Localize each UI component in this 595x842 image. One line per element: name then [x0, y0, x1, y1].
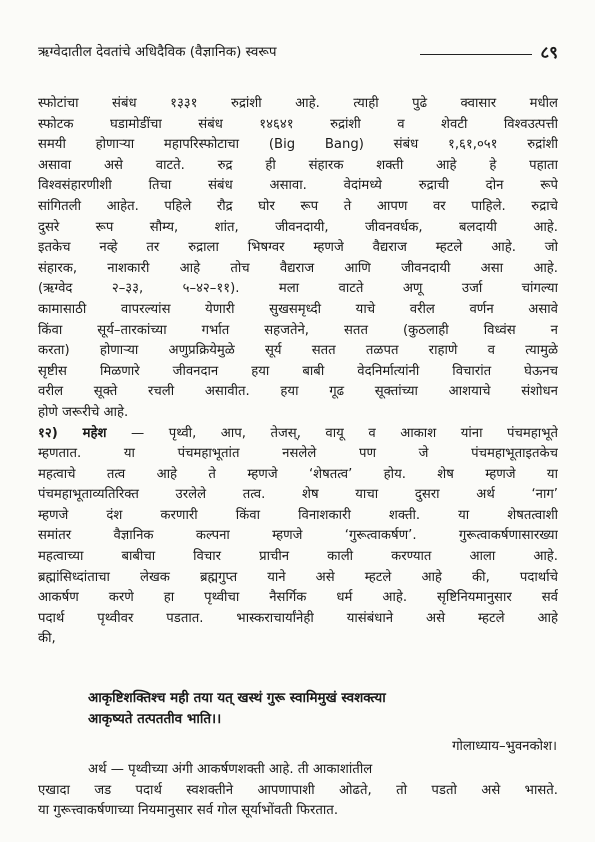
text-line: सृष्टीस मिळणारे जीवनदान हया बाबी वेदनिर्मात्यांनी विचारांत घेऊनच [38, 363, 558, 379]
verse-line: आकृष्यते तत्पततीव भाति।। [88, 710, 222, 727]
text-line: स्फोटांचा संबंध १३३१ रुद्रांशी आहे. त्याही पुढे क्वासार मधील [38, 96, 558, 111]
text-line: पंचमहाभूताव्यतिरिक्त उरलेले तत्व. शेष याचा दुसरा अर्थ ‘नाग’ [38, 487, 558, 503]
text-line: किंवा सूर्य–तारकांच्या गर्भात सहजतेने, सतत (कुठलाही विध्वंस न [38, 322, 558, 338]
text-line: वरील सूक्ते रचली असावीत. हया गूढ सूक्तांच्या आशयाचे संशोधन [38, 384, 558, 400]
text-line: संहारक, नाशकारी आहे तोच वैद्यराज आणि जीवनदायी असा आहे. [38, 260, 558, 276]
text-line: आकर्षण करणे हा पृथ्वीचा नैसर्गिक धर्म आहे. सृष्टिनियमानुसार सर्व [38, 590, 558, 606]
verse-meaning [38, 760, 558, 822]
text-line: एखादा जड पदार्थ स्वशक्तीने आपणापाशी ओढते, तो पडतो असे भासते. [38, 782, 558, 798]
text-line: पदार्थ पृथ्वीवर पडतात. भास्कराचार्यांनेही यासंबंधाने असे म्हटले आहे [38, 610, 558, 626]
text-line: सांगितली आहेत. पहिले रौद्र घोर रूप ते आपण वर पाहिले. रुद्राचे [38, 198, 558, 214]
text-fragment: — पृथ्वी, आप, तेजस्, वायू व आकाश यांना पंचमहाभूते [106, 425, 558, 441]
text-line: की, [38, 631, 56, 647]
running-title: ऋग्वेदातील देवतांचे अधिदैविक (वैज्ञानिक) स्वरूप [38, 44, 277, 60]
verse-source: गोलाध्याय–भुवनकोश। [452, 739, 557, 754]
text-line: म्हणतात. या पंचमहाभूतांत नसलेले पण जे पंचमहाभूताइतकेच [38, 446, 558, 462]
text-line: ब्रह्मांसिध्दांताचा लेखक ब्रह्मगुप्त याने असे म्हटले आहे की, पदार्थाचे [38, 569, 558, 585]
text-line: असावा असे वाटते. रुद्र ही संहारक शक्ती आहे हे पहाता [38, 157, 558, 173]
text-line: अर्थ — पृथ्वीच्या अंगी आकर्षणशक्ती आहे. ती आकाशांतील [88, 762, 373, 777]
text-line: होणे जरूरीचे आहे. [38, 404, 129, 420]
running-header [38, 40, 558, 64]
page-number: ८९ [540, 43, 558, 63]
text-line: (ऋग्वेद २–३३, ५–४२–११). मला वाटते अणू उर्जा चांगल्या [38, 281, 558, 297]
text-line: विश्वसंहारणीशी तिचा संबंध असावा. वेदांमध्ये रुद्राची दोन रूपे [38, 178, 558, 194]
text-line: समयी होणाऱ्या महापरिस्फोटाचा (Big Bang) संबंध १,६१,०५१ रुद्रांशी [38, 137, 558, 153]
paragraph-mahesh [38, 424, 558, 651]
text-line: करता) होणाऱ्या अणुप्रक्रियेमुळे सूर्य सतत तळपत राहाणे व त्यामुळे [38, 343, 558, 359]
text-line: या गुरूत्त्वाकर्षणाच्या नियमानुसार सर्व गोल सूर्याभोंवती फिरतात. [38, 803, 339, 819]
text-line: म्हणजे दंश करणारी किंवा विनाशकारी शक्ती. या शेषतत्वाशी [38, 507, 558, 523]
section-heading-mahesh: १२) महेश [38, 425, 107, 441]
body-text [38, 94, 558, 650]
text-line [38, 424, 558, 445]
verse-line: आकृष्टिशक्तिश्च मही तया यत् खस्थं गुरू स्वामिमुखं स्वशक्त्या [88, 690, 386, 706]
text-line: महत्वाचे तत्व आहे ते म्हणजे ‘शेषतत्व’ होय. शेष म्हणजे या [38, 466, 558, 482]
paragraph-rudra [38, 94, 558, 424]
header-rule [420, 54, 532, 55]
text-line: इतकेच नव्हे तर रुद्राला भिषग्वर म्हणजे वैद्यराज म्हटले आहे. जो [38, 240, 558, 256]
text-line: समांतर वैज्ञानिक कल्पना म्हणजे ‘गुरूत्वाकर्षण’. गुरूत्वाकर्षणासारख्या [38, 528, 558, 544]
text-line: कामासाठी वापरल्यांस येणारी सुखसमृध्दी याचे वरील वर्णन असावे [38, 301, 558, 317]
sanskrit-verse [88, 688, 558, 729]
text-line: स्फोटक घडामोडींचा संबंध १४६४१ रुद्रांशी व शेवटी विश्वउत्पत्ती [38, 116, 558, 132]
text-line: दुसरे रूप सौम्य, शांत, जीवनदायी, जीवनवर्धक, बलदायी आहे. [38, 219, 558, 235]
text-line: महत्वाच्या बाबीचा विचार प्राचीन काली करण्यात आला आहे. [38, 549, 558, 565]
